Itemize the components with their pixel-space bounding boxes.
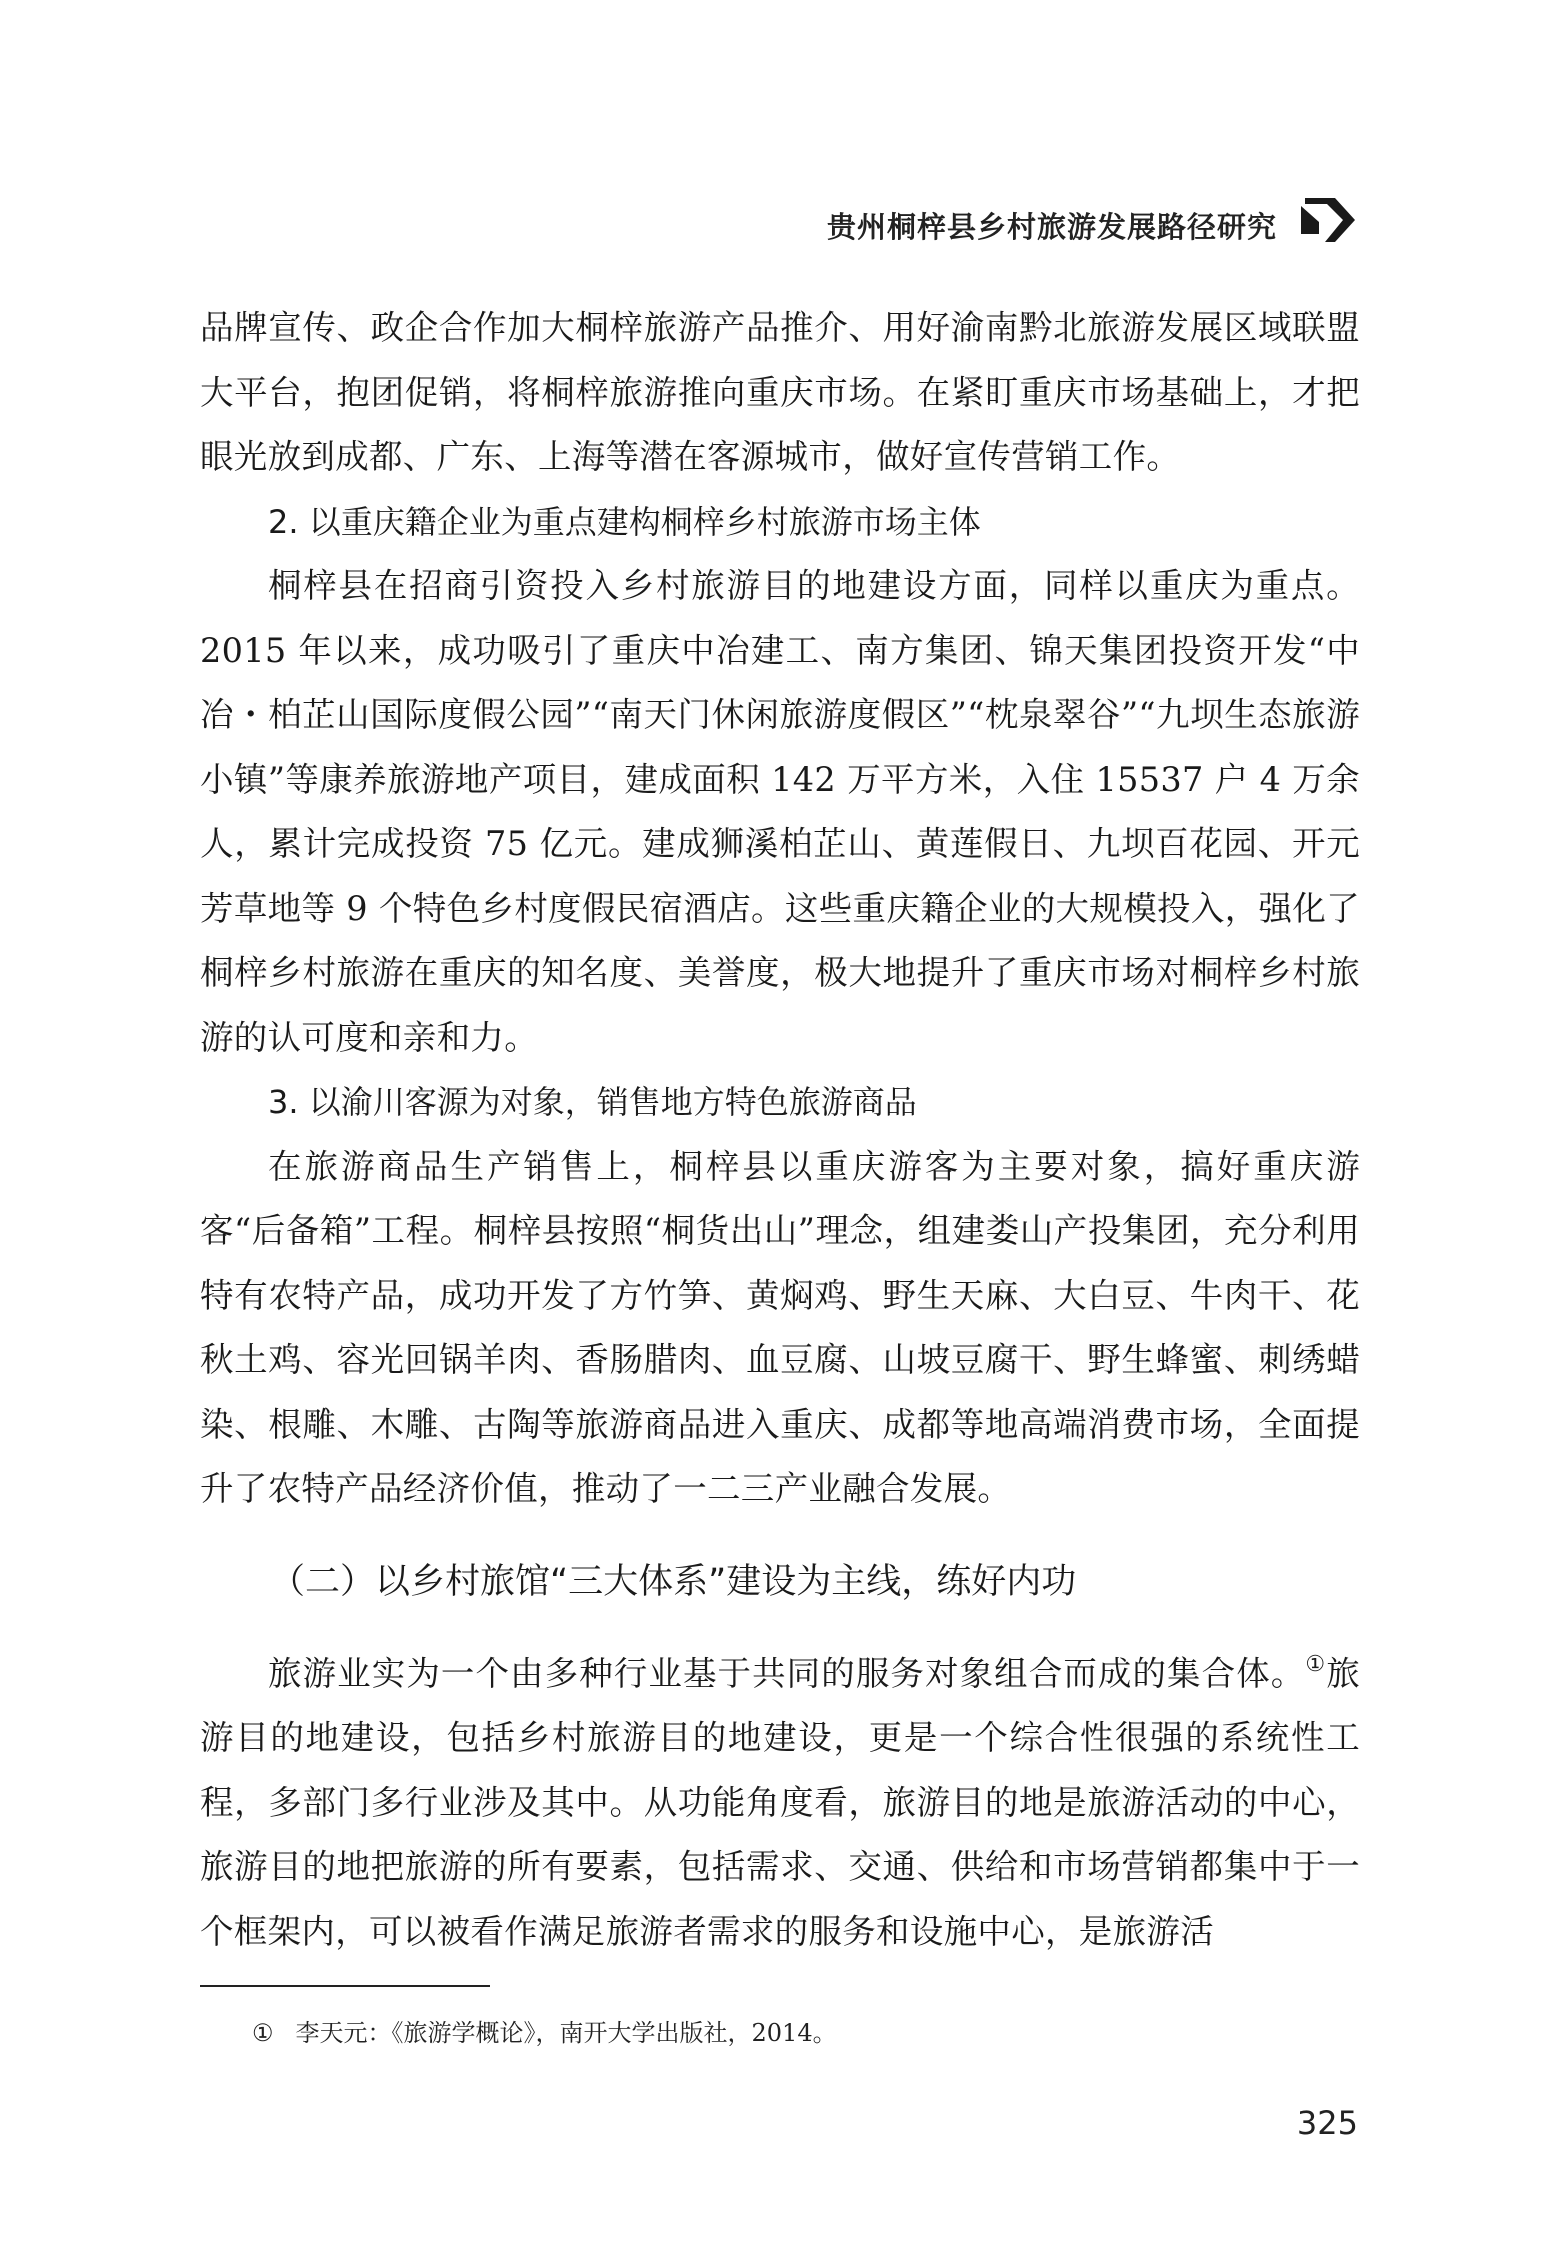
chapter-arrow-icon xyxy=(1297,190,1361,250)
running-head-title: 贵州桐梓县乡村旅游发展路径研究 xyxy=(826,210,1277,244)
footnote-text: 李天元：《旅游学概论》，南开大学出版社，2014。 xyxy=(295,2019,837,2047)
paragraph-tourism-destination xyxy=(200,1642,1360,1965)
footnote-divider xyxy=(200,1985,490,1987)
paragraph-text-part-1: 旅游业实为一个由多种行业基于共同的服务对象组合而成的集合体。 xyxy=(268,1653,1306,1693)
footnote-reference[interactable]: ① xyxy=(1305,1651,1327,1677)
subheading-2: 2. 以重庆籍企业为重点建构桐梓乡村旅游市场主体 xyxy=(268,502,981,541)
subheading-3: 3. 以渝川客源为对象，销售地方特色旅游商品 xyxy=(268,1083,917,1121)
paragraph-text-part-2: 旅游目的地建设，包括乡村旅游目的地建设，更是一个综合性很强的系统性工程，多部门多行业涉及其中。从功能角度看，旅游目的地是旅游活动的中心，旅游目的地把旅游的所有要素，包括需求、交通、供给和市场营销都集中于一个框架内，可以被看作满足旅游者需求的服务和设施中心，是旅游活 xyxy=(200,1653,1360,1951)
paragraph-tourism-products: 在旅游商品生产销售上，桐梓县以重庆游客为主要对象，搞好重庆游客“后备箱”工程。桐梓县按照“桐货出山”理念，组建娄山产投集团，充分利用特有农特产品，成功开发了方竹笋、黄焖鸡、野生天麻、大白豆、牛肉干、花秋土鸡、容光回锅羊肉、香肠腊肉、血豆腐、山坡豆腐干、野生蜂蜜、刺绣蜡染、根雕、木雕、古陶等旅游商品进入重庆、成都等地高端消费市场，全面提升了农特产品经济价值，推动了一二三产业融合发展。 xyxy=(200,1146,1360,1508)
section-heading-2: （二）以乡村旅馆“三大体系”建设为主线，练好内功 xyxy=(270,1561,1077,1602)
footnote-number: ① xyxy=(252,2019,274,2047)
paragraph-chongqing-enterprises: 桐梓县在招商引资投入乡村旅游目的地建设方面，同样以重庆为重点。2015 年以来，成功吸引了重庆中冶建工、南方集团、锦天集团投资开发“中冶・柏芷山国际度假公园”“南天门休闲旅游度假区”“枕泉翠谷”“九坝生态旅游小镇”等康养旅游地产项目，建成面积 142 万平方米，入住 15537 户 4 万余人，累计完成投资 75 亿元。建成狮溪柏芷山、黄莲假日、九坝百花园、开元芳草地等 9 个特色乡村度假民宿酒店。这些重庆籍企业的大规模投入，强化了桐梓乡村旅游在重庆的知名度、美誉度，极大地提升了重庆市场对桐梓乡村旅游的认可度和亲和力。 xyxy=(200,566,1360,1057)
footnote xyxy=(252,2016,837,2050)
page-number: 325 xyxy=(1296,2104,1358,2142)
body-text xyxy=(200,296,1360,1964)
paragraph-marketing-continued: 品牌宣传、政企合作加大桐梓旅游产品推介、用好渝南黔北旅游发展区域联盟大平台，抱团促销，将桐梓旅游推向重庆市场。在紧盯重庆市场基础上，才把眼光放到成都、广东、上海等潜在客源城市，做好宣传营销工作。 xyxy=(200,308,1360,476)
